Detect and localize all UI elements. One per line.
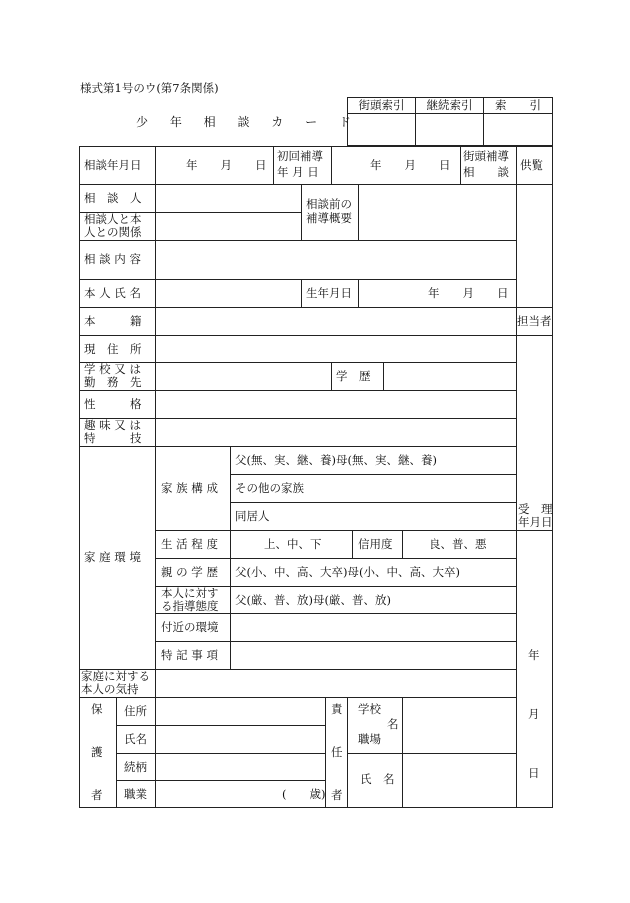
responsible-name-label: 氏 名 [360,772,395,786]
guardian-age-label: ( 歳) [282,787,326,801]
credit-value: 良、普、悪 [429,537,487,551]
responsible-school-label-2: 名 [387,717,399,731]
responsible-char-2: 任 [331,745,343,759]
guardian-char-2: 護 [91,745,103,759]
parent-education-label: 親 の 学 歴 [161,565,218,579]
receipt-label-2: 年月日 [518,515,553,529]
first-guidance-label-2: 年 月 日 [277,165,319,179]
guidance-attitude-value: 父(厳、普、放)母(厳、普、放) [235,593,391,607]
domicile-label: 本 籍 [84,314,142,328]
street-guidance-label: 街頭補導 [463,149,509,163]
guardian-relation-label: 続柄 [124,760,147,774]
family-composition-label: 家 族 構 成 [161,481,218,495]
consult-date-value: 年 月 日 [186,158,267,172]
receipt-month: 月 [528,707,540,721]
school-label-2: 勤 務 先 [84,375,142,389]
responsible-workplace-label: 職場 [358,732,381,746]
parent-education-value: 父(小、中、高、大卒)母(小、中、高、大卒) [235,565,460,579]
hobby-label-2: 特 技 [84,431,142,445]
education-label: 学 歴 [336,369,371,383]
family-environment-label: 家 庭 環 境 [84,550,141,564]
notes-label: 特 記 事 項 [161,648,218,662]
character-label: 性 格 [84,397,142,411]
form-number: 様式第1号のウ(第7条関係) [80,81,219,95]
receipt-year: 年 [528,648,540,662]
guardian-name-label: 氏名 [124,732,147,746]
first-guidance-label: 初回補導 [277,149,323,163]
living-standard-value: 上、中、下 [264,537,322,551]
guardian-address-label: 住所 [124,704,147,718]
index-street: 街頭索引 [358,98,405,112]
content-label: 相 談 内 容 [84,252,141,266]
prior-summary-label-2: 補導概要 [306,211,352,225]
form-title: 少 年 相 談 カ ー ド [136,115,360,129]
street-guidance-label-2: 相 談 [463,165,509,179]
guardian-char-3: 者 [91,788,103,802]
responsible-school-label: 学校 [358,702,381,716]
guidance-attitude-label: 本人に対す [161,586,219,600]
guidance-attitude-label-2: る指導態度 [161,599,219,613]
school-label: 学 校 又 は [84,362,141,376]
index-continuation: 継続索引 [426,98,473,112]
address-label: 現 住 所 [84,342,142,356]
parents-value: 父(無、実、継、養)母(無、実、継、養) [235,453,437,467]
neighborhood-label: 付近の環境 [161,620,219,634]
review-label: 供覧 [520,158,543,172]
credit-label: 信用度 [358,537,393,551]
guardian-char-1: 保 [91,702,103,716]
consultant-label: 相 談 人 [84,191,142,205]
guardian-occupation-label: 職業 [124,787,147,801]
responsible-char-3: 者 [331,788,343,802]
officer-label: 担当者 [517,314,552,328]
consult-date-label: 相談年月日 [84,158,142,172]
first-guidance-value: 年 月 日 [370,158,451,172]
relation-label-2: 人との関係 [84,225,142,239]
index-main: 索 引 [495,98,541,112]
cohabitants-label: 同居人 [235,509,270,523]
relation-label: 相談人と本 [84,212,142,226]
feelings-label: 家庭に対する [81,669,150,683]
receipt-day: 日 [528,766,540,780]
prior-summary-label: 相談前の [306,197,352,211]
name-label: 本 人 氏 名 [84,286,141,300]
receipt-label: 受 理 [518,502,553,516]
responsible-char-1: 責 [331,702,343,716]
living-standard-label: 生 活 程 度 [161,537,218,551]
other-family-label: その他の家族 [235,481,304,495]
birth-value: 年 月 日 [428,286,509,300]
birth-label: 生年月日 [306,286,352,300]
hobby-label: 趣 味 又 は [84,418,141,432]
feelings-label-2: 本人の気持 [81,682,139,696]
